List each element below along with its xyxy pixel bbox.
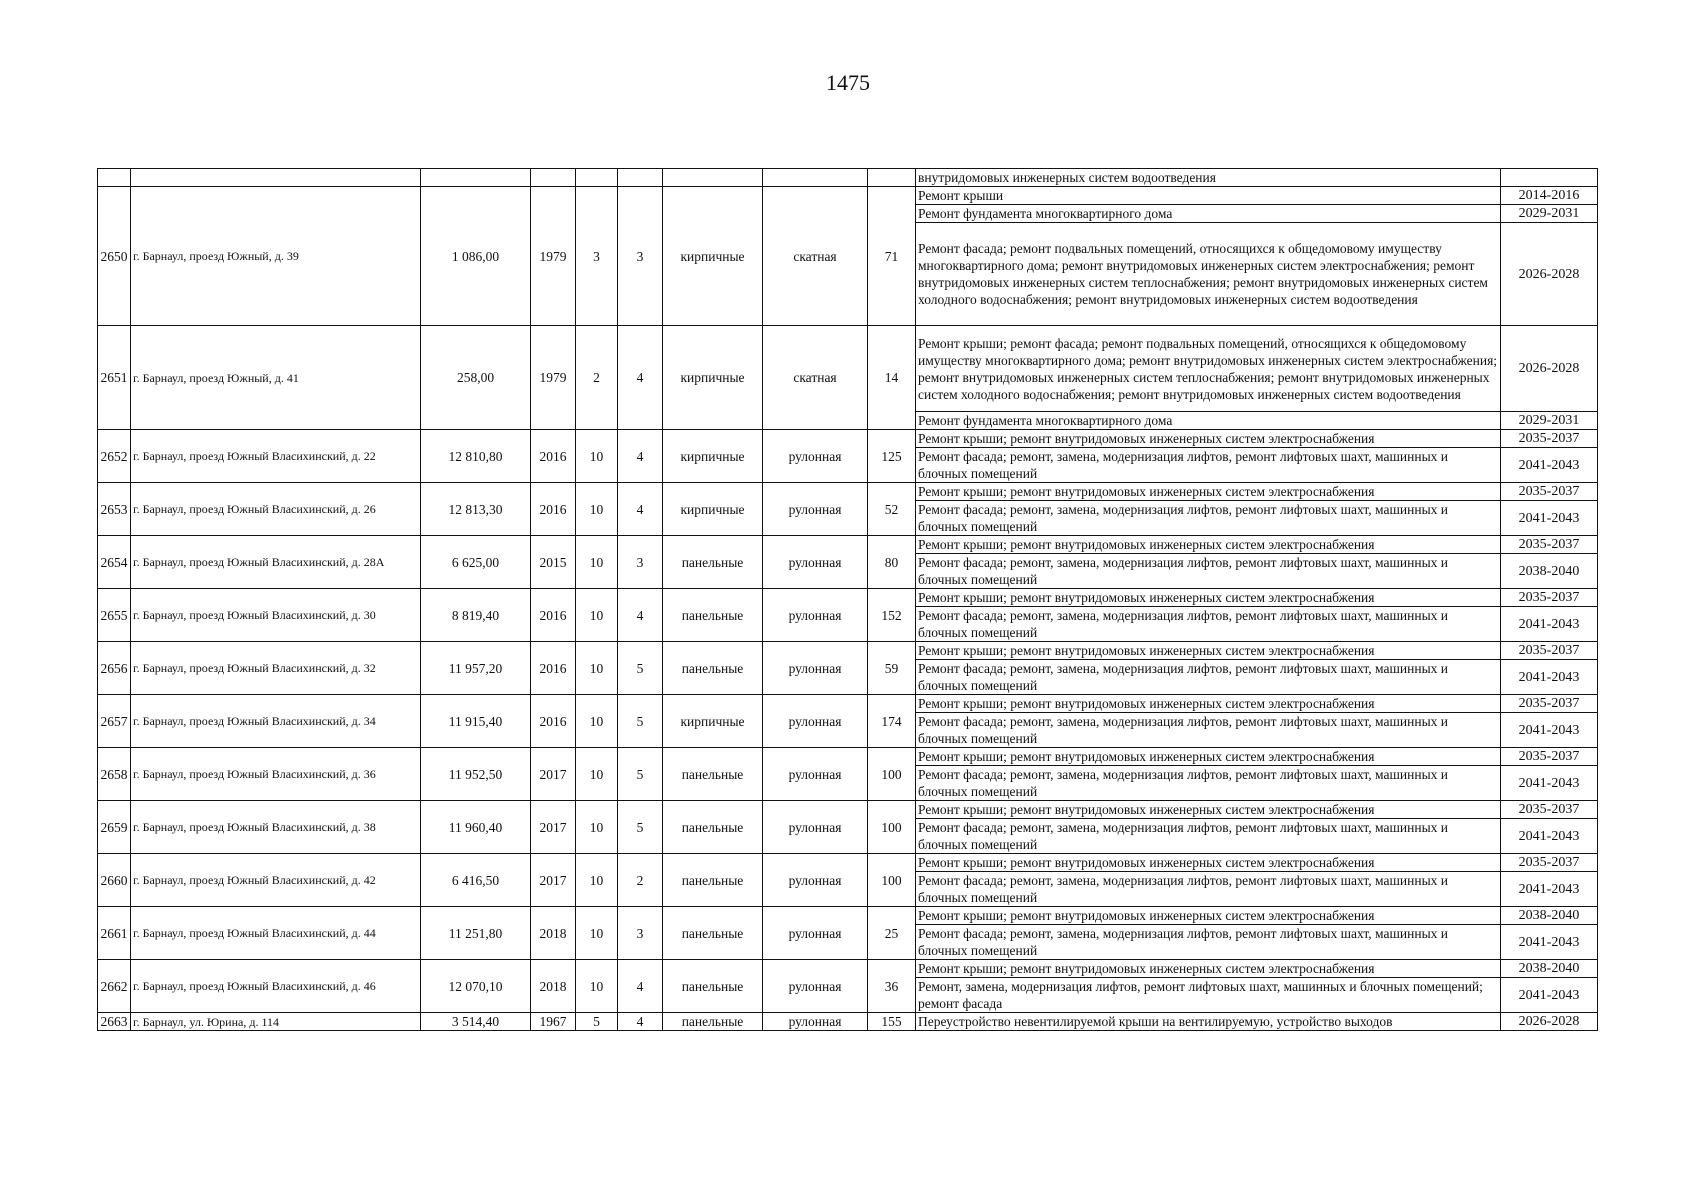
house-residents: 71 (868, 187, 916, 326)
house-roof: рулонная (763, 801, 868, 854)
house-roof: рулонная (763, 430, 868, 483)
house-residents: 155 (868, 1013, 916, 1031)
cell-empty (868, 169, 916, 187)
house-walls: панельные (663, 642, 763, 695)
work-period: 2041-2043 (1501, 501, 1598, 536)
house-area: 12 813,30 (421, 483, 531, 536)
house-roof: рулонная (763, 854, 868, 907)
work-description: Ремонт крыши; ремонт внутридомовых инженерных систем электроснабжения (916, 642, 1501, 660)
house-floors: 10 (576, 960, 618, 1013)
table-row (98, 1013, 1598, 1031)
work-description: Ремонт крыши; ремонт внутридомовых инженерных систем электроснабжения (916, 536, 1501, 554)
house-floors: 10 (576, 642, 618, 695)
work-description: Ремонт фасада; ремонт, замена, модернизация лифтов, ремонт лифтовых шахт, машинных и блочных помещений (916, 448, 1501, 483)
work-period: 2026-2028 (1501, 223, 1598, 326)
table-row (98, 430, 1598, 448)
work-period (1501, 169, 1598, 187)
work-description: Ремонт фасада; ремонт, замена, модернизация лифтов, ремонт лифтовых шахт, машинных и блочных помещений (916, 607, 1501, 642)
house-walls: кирпичные (663, 483, 763, 536)
table-row (98, 642, 1598, 660)
house-roof: рулонная (763, 907, 868, 960)
house-address: г. Барнаул, проезд Южный Власихинский, д. 36 (131, 748, 421, 801)
house-area: 6 416,50 (421, 854, 531, 907)
house-residents: 100 (868, 854, 916, 907)
house-floors: 10 (576, 483, 618, 536)
house-roof: рулонная (763, 1013, 868, 1031)
cell-empty (663, 169, 763, 187)
house-address: г. Барнаул, ул. Юрина, д. 114 (131, 1013, 421, 1031)
house-floors: 10 (576, 536, 618, 589)
house-year: 2018 (531, 907, 576, 960)
work-description: внутридомовых инженерных систем водоотведения (916, 169, 1501, 187)
house-floors: 10 (576, 589, 618, 642)
work-period: 2035-2037 (1501, 695, 1598, 713)
house-number: 2658 (98, 748, 131, 801)
table-row (98, 960, 1598, 978)
house-residents: 14 (868, 326, 916, 430)
work-description: Ремонт фасада; ремонт, замена, модернизация лифтов, ремонт лифтовых шахт, машинных и блочных помещений (916, 766, 1501, 801)
work-description: Ремонт крыши; ремонт внутридомовых инженерных систем электроснабжения (916, 483, 1501, 501)
house-floors: 2 (576, 326, 618, 430)
house-floors: 5 (576, 1013, 618, 1031)
house-address: г. Барнаул, проезд Южный Власихинский, д. 22 (131, 430, 421, 483)
house-roof: рулонная (763, 589, 868, 642)
house-residents: 125 (868, 430, 916, 483)
work-description: Ремонт крыши; ремонт фасада; ремонт подвальных помещений, относящихся к общедомовому имуществу многоквартирного дома; ремонт внутридомовых инженерных систем электроснабжения; ремонт внутридомовых инженерных систем теплоснабжения; ремонт внутридомовых инженерных систем холодного водоснабжения; ремонт внутридомовых инженерных систем водоотведения (916, 326, 1501, 412)
house-entrances: 3 (618, 907, 663, 960)
table-row (98, 801, 1598, 819)
house-walls: панельные (663, 536, 763, 589)
work-description: Ремонт фасада; ремонт, замена, модернизация лифтов, ремонт лифтовых шахт, машинных и блочных помещений (916, 819, 1501, 854)
house-number: 2655 (98, 589, 131, 642)
work-description: Ремонт крыши (916, 187, 1501, 205)
house-residents: 25 (868, 907, 916, 960)
house-entrances: 5 (618, 695, 663, 748)
work-period: 2029-2031 (1501, 412, 1598, 430)
house-year: 1979 (531, 326, 576, 430)
house-number: 2654 (98, 536, 131, 589)
house-number: 2650 (98, 187, 131, 326)
work-description: Ремонт крыши; ремонт внутридомовых инженерных систем электроснабжения (916, 748, 1501, 766)
work-period: 2041-2043 (1501, 766, 1598, 801)
house-area: 12 070,10 (421, 960, 531, 1013)
house-roof: рулонная (763, 695, 868, 748)
work-description: Ремонт фундамента многоквартирного дома (916, 412, 1501, 430)
house-number: 2653 (98, 483, 131, 536)
work-period: 2041-2043 (1501, 978, 1598, 1013)
table-row (98, 695, 1598, 713)
table-row (98, 854, 1598, 872)
house-floors: 10 (576, 801, 618, 854)
house-walls: панельные (663, 907, 763, 960)
house-residents: 174 (868, 695, 916, 748)
work-period: 2035-2037 (1501, 854, 1598, 872)
house-roof: скатная (763, 187, 868, 326)
house-address: г. Барнаул, проезд Южный Власихинский, д. 32 (131, 642, 421, 695)
cell-empty (131, 169, 421, 187)
house-year: 2016 (531, 695, 576, 748)
work-description: Ремонт крыши; ремонт внутридомовых инженерных систем электроснабжения (916, 695, 1501, 713)
table-row (98, 589, 1598, 607)
house-roof: рулонная (763, 642, 868, 695)
house-roof: рулонная (763, 483, 868, 536)
work-description: Ремонт фундамента многоквартирного дома (916, 205, 1501, 223)
work-period: 2026-2028 (1501, 326, 1598, 412)
house-number: 2662 (98, 960, 131, 1013)
house-address: г. Барнаул, проезд Южный Власихинский, д. 28А (131, 536, 421, 589)
house-area: 258,00 (421, 326, 531, 430)
work-description: Ремонт фасада; ремонт, замена, модернизация лифтов, ремонт лифтовых шахт, машинных и блочных помещений (916, 713, 1501, 748)
work-description: Переустройство невентилируемой крыши на вентилируемую, устройство выходов (916, 1013, 1501, 1031)
work-period: 2035-2037 (1501, 536, 1598, 554)
work-description: Ремонт фасада; ремонт, замена, модернизация лифтов, ремонт лифтовых шахт, машинных и блочных помещений (916, 554, 1501, 589)
work-description: Ремонт фасада; ремонт, замена, модернизация лифтов, ремонт лифтовых шахт, машинных и блочных помещений (916, 925, 1501, 960)
house-number: 2656 (98, 642, 131, 695)
house-area: 6 625,00 (421, 536, 531, 589)
cell-empty (576, 169, 618, 187)
table-row (98, 907, 1598, 925)
house-year: 1967 (531, 1013, 576, 1031)
house-residents: 59 (868, 642, 916, 695)
house-number: 2651 (98, 326, 131, 430)
work-period: 2038-2040 (1501, 960, 1598, 978)
continuation-row (98, 169, 1598, 187)
work-description: Ремонт крыши; ремонт внутридомовых инженерных систем электроснабжения (916, 854, 1501, 872)
work-period: 2029-2031 (1501, 205, 1598, 223)
work-period: 2041-2043 (1501, 607, 1598, 642)
work-period: 2035-2037 (1501, 642, 1598, 660)
house-entrances: 3 (618, 536, 663, 589)
work-period: 2038-2040 (1501, 907, 1598, 925)
cell-empty (618, 169, 663, 187)
house-number: 2659 (98, 801, 131, 854)
house-floors: 10 (576, 854, 618, 907)
house-entrances: 3 (618, 187, 663, 326)
house-number: 2661 (98, 907, 131, 960)
table-row (98, 483, 1598, 501)
house-entrances: 2 (618, 854, 663, 907)
house-year: 2016 (531, 642, 576, 695)
work-period: 2041-2043 (1501, 660, 1598, 695)
work-period: 2041-2043 (1501, 819, 1598, 854)
house-residents: 36 (868, 960, 916, 1013)
house-walls: панельные (663, 854, 763, 907)
house-floors: 10 (576, 748, 618, 801)
house-number: 2652 (98, 430, 131, 483)
house-area: 12 810,80 (421, 430, 531, 483)
work-period: 2041-2043 (1501, 713, 1598, 748)
house-residents: 80 (868, 536, 916, 589)
house-walls: кирпичные (663, 695, 763, 748)
work-description: Ремонт крыши; ремонт внутридомовых инженерных систем электроснабжения (916, 907, 1501, 925)
house-area: 3 514,40 (421, 1013, 531, 1031)
house-address: г. Барнаул, проезд Южный Власихинский, д. 38 (131, 801, 421, 854)
cell-empty (531, 169, 576, 187)
house-address: г. Барнаул, проезд Южный Власихинский, д. 34 (131, 695, 421, 748)
house-floors: 10 (576, 430, 618, 483)
house-entrances: 5 (618, 801, 663, 854)
work-period: 2041-2043 (1501, 925, 1598, 960)
house-entrances: 4 (618, 430, 663, 483)
page-number: 1475 (826, 70, 870, 95)
table-row (98, 326, 1598, 412)
work-description: Ремонт фасада; ремонт, замена, модернизация лифтов, ремонт лифтовых шахт, машинных и блочных помещений (916, 501, 1501, 536)
house-address: г. Барнаул, проезд Южный Власихинский, д. 44 (131, 907, 421, 960)
work-description: Ремонт фасада; ремонт, замена, модернизация лифтов, ремонт лифтовых шахт, машинных и блочных помещений (916, 872, 1501, 907)
house-walls: панельные (663, 960, 763, 1013)
house-walls: панельные (663, 748, 763, 801)
house-floors: 3 (576, 187, 618, 326)
house-area: 11 960,40 (421, 801, 531, 854)
house-area: 11 251,80 (421, 907, 531, 960)
house-roof: рулонная (763, 748, 868, 801)
work-description: Ремонт, замена, модернизация лифтов, ремонт лифтовых шахт, машинных и блочных помещений; ремонт фасада (916, 978, 1501, 1013)
house-number: 2657 (98, 695, 131, 748)
house-entrances: 5 (618, 642, 663, 695)
house-year: 2017 (531, 801, 576, 854)
work-period: 2035-2037 (1501, 483, 1598, 501)
work-period: 2035-2037 (1501, 589, 1598, 607)
work-period: 2035-2037 (1501, 801, 1598, 819)
table-row (98, 748, 1598, 766)
house-roof: рулонная (763, 960, 868, 1013)
work-description: Ремонт фасада; ремонт, замена, модернизация лифтов, ремонт лифтовых шахт, машинных и блочных помещений (916, 660, 1501, 695)
house-area: 11 957,20 (421, 642, 531, 695)
house-walls: кирпичные (663, 326, 763, 430)
cell-empty (763, 169, 868, 187)
house-year: 2016 (531, 483, 576, 536)
house-walls: кирпичные (663, 187, 763, 326)
house-residents: 152 (868, 589, 916, 642)
house-walls: панельные (663, 1013, 763, 1031)
house-year: 2018 (531, 960, 576, 1013)
work-description: Ремонт крыши; ремонт внутридомовых инженерных систем электроснабжения (916, 801, 1501, 819)
house-entrances: 4 (618, 326, 663, 430)
work-period: 2026-2028 (1501, 1013, 1598, 1031)
house-roof: скатная (763, 326, 868, 430)
house-address: г. Барнаул, проезд Южный Власихинский, д. 30 (131, 589, 421, 642)
house-walls: кирпичные (663, 430, 763, 483)
house-walls: панельные (663, 589, 763, 642)
work-description: Ремонт фасада; ремонт подвальных помещений, относящихся к общедомовому имуществу многоквартирного дома; ремонт внутридомовых инженерных систем электроснабжения; ремонт внутридомовых инженерных систем теплоснабжения; ремонт внутридомовых инженерных систем холодного водоснабжения; ремонт внутридомовых инженерных систем водоотведения (916, 223, 1501, 326)
house-entrances: 5 (618, 748, 663, 801)
house-area: 11 915,40 (421, 695, 531, 748)
house-year: 2016 (531, 589, 576, 642)
house-year: 2017 (531, 748, 576, 801)
house-roof: рулонная (763, 536, 868, 589)
work-description: Ремонт крыши; ремонт внутридомовых инженерных систем электроснабжения (916, 430, 1501, 448)
registry-body (98, 169, 1598, 1031)
house-floors: 10 (576, 907, 618, 960)
house-address: г. Барнаул, проезд Южный, д. 41 (131, 326, 421, 430)
work-period: 2014-2016 (1501, 187, 1598, 205)
house-entrances: 4 (618, 483, 663, 536)
work-description: Ремонт крыши; ремонт внутридомовых инженерных систем электроснабжения (916, 589, 1501, 607)
house-number: 2663 (98, 1013, 131, 1031)
house-walls: панельные (663, 801, 763, 854)
house-address: г. Барнаул, проезд Южный Власихинский, д. 42 (131, 854, 421, 907)
work-period: 2035-2037 (1501, 748, 1598, 766)
house-address: г. Барнаул, проезд Южный Власихинский, д. 46 (131, 960, 421, 1013)
house-address: г. Барнаул, проезд Южный Власихинский, д. 26 (131, 483, 421, 536)
house-residents: 100 (868, 801, 916, 854)
house-address: г. Барнаул, проезд Южный, д. 39 (131, 187, 421, 326)
house-area: 11 952,50 (421, 748, 531, 801)
house-entrances: 4 (618, 1013, 663, 1031)
house-year: 1979 (531, 187, 576, 326)
house-floors: 10 (576, 695, 618, 748)
house-area: 1 086,00 (421, 187, 531, 326)
house-area: 8 819,40 (421, 589, 531, 642)
house-registry-table (97, 168, 1598, 1031)
work-period: 2038-2040 (1501, 554, 1598, 589)
house-entrances: 4 (618, 960, 663, 1013)
house-year: 2017 (531, 854, 576, 907)
house-number: 2660 (98, 854, 131, 907)
work-period: 2041-2043 (1501, 872, 1598, 907)
house-entrances: 4 (618, 589, 663, 642)
work-period: 2041-2043 (1501, 448, 1598, 483)
table-row (98, 187, 1598, 205)
work-description: Ремонт крыши; ремонт внутридомовых инженерных систем электроснабжения (916, 960, 1501, 978)
table-row (98, 536, 1598, 554)
cell-empty (421, 169, 531, 187)
house-year: 2015 (531, 536, 576, 589)
house-year: 2016 (531, 430, 576, 483)
house-residents: 52 (868, 483, 916, 536)
house-residents: 100 (868, 748, 916, 801)
work-period: 2035-2037 (1501, 430, 1598, 448)
cell-empty (98, 169, 131, 187)
